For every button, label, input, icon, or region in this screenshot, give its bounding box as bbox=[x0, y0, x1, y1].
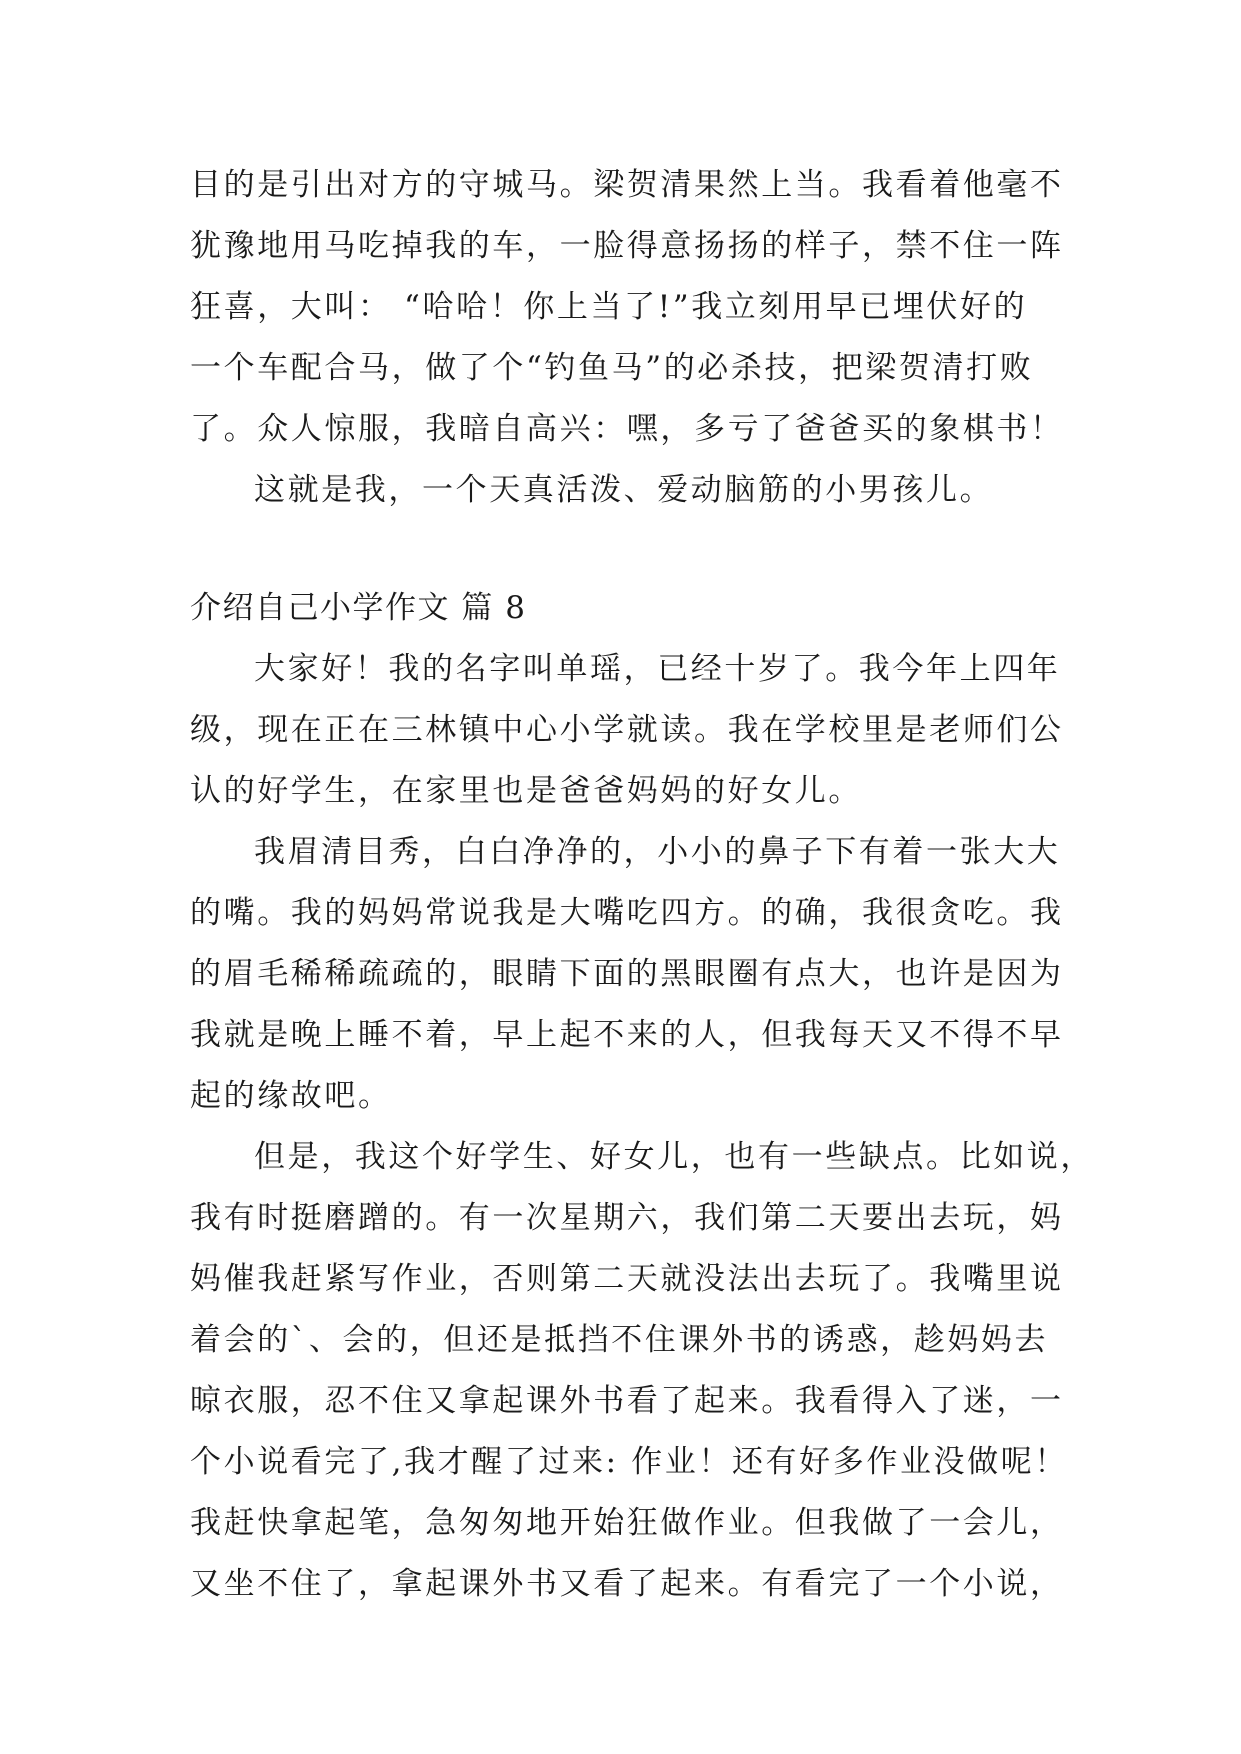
paragraph-appearance bbox=[190, 822, 1062, 1127]
text-line: 犹豫地用马吃掉我的车，一脸得意扬扬的样子，禁不住一阵 bbox=[190, 228, 1064, 264]
text-line: 的眉毛稀稀疏疏的，眼睛下面的黑眼圈有点大，也许是因为 bbox=[190, 956, 1064, 992]
text-line: 但是，我这个好学生、好女儿，也有一些缺点。比如说， bbox=[254, 1139, 1094, 1175]
text-line: 目的是引出对方的守城马。梁贺清果然上当。我看着他毫不 bbox=[190, 167, 1064, 203]
text-line: 我赶快拿起笔，急匆匆地开始狂做作业。但我做了一会儿， bbox=[190, 1505, 1064, 1541]
paragraph-chess-story bbox=[190, 155, 1062, 460]
text-line: 妈催我赶紧写作业，否则第二天就没法出去玩了。我嘴里说 bbox=[190, 1261, 1064, 1297]
text-line: 我就是晚上睡不着，早上起不来的人，但我每天又不得不早 bbox=[190, 1017, 1064, 1053]
text-line: 个小说看完了,我才醒了过来: 作业！还有好多作业没做呢！ bbox=[190, 1444, 1068, 1480]
text-line: 着会的`、会的，但还是抵挡不住课外书的诱惑，趁妈妈去 bbox=[190, 1322, 1049, 1358]
paragraph-introduction bbox=[190, 639, 1062, 822]
text-line: 认的好学生，在家里也是爸爸妈妈的好女儿。 bbox=[190, 773, 862, 809]
text-line: 狂喜，大叫： “哈哈！你上当了!”我立刻用早已埋伏好的 bbox=[190, 289, 1028, 325]
text-line: 了。众人惊服，我暗自高兴：嘿，多亏了爸爸买的象棋书！ bbox=[190, 411, 1064, 447]
document-body bbox=[190, 155, 1094, 1615]
text-line: 我有时挺磨蹭的。有一次星期六，我们第二天要出去玩，妈 bbox=[190, 1200, 1064, 1236]
text-line: 又坐不住了，拿起课外书又看了起来。有看完了一个小说， bbox=[190, 1566, 1064, 1602]
paragraph-closing bbox=[190, 460, 1062, 521]
text-line: 级，现在正在三林镇中心小学就读。我在学校里是老师们公 bbox=[190, 712, 1064, 748]
text-line: 大家好！我的名字叫单瑶，已经十岁了。我今年上四年 bbox=[254, 651, 1061, 687]
text-line: 我眉清目秀，白白净净的，小小的鼻子下有着一张大大 bbox=[254, 834, 1061, 870]
paragraph-shortcomings bbox=[190, 1127, 1094, 1615]
text-line: 这就是我，一个天真活泼、爱动脑筋的小男孩儿。 bbox=[254, 472, 994, 508]
text-line: 的嘴。我的妈妈常说我是大嘴吃四方。的确，我很贪吃。我 bbox=[190, 895, 1064, 931]
text-line: 起的缘故吧。 bbox=[190, 1078, 392, 1114]
text-line: 晾衣服，忍不住又拿起课外书看了起来。我看得入了迷，一 bbox=[190, 1383, 1064, 1419]
text-line: 一个车配合马，做了个“钓鱼马”的必杀技，把梁贺清打败 bbox=[190, 350, 1034, 386]
section-title: 介绍自己小学作文 篇 8 bbox=[190, 590, 527, 626]
